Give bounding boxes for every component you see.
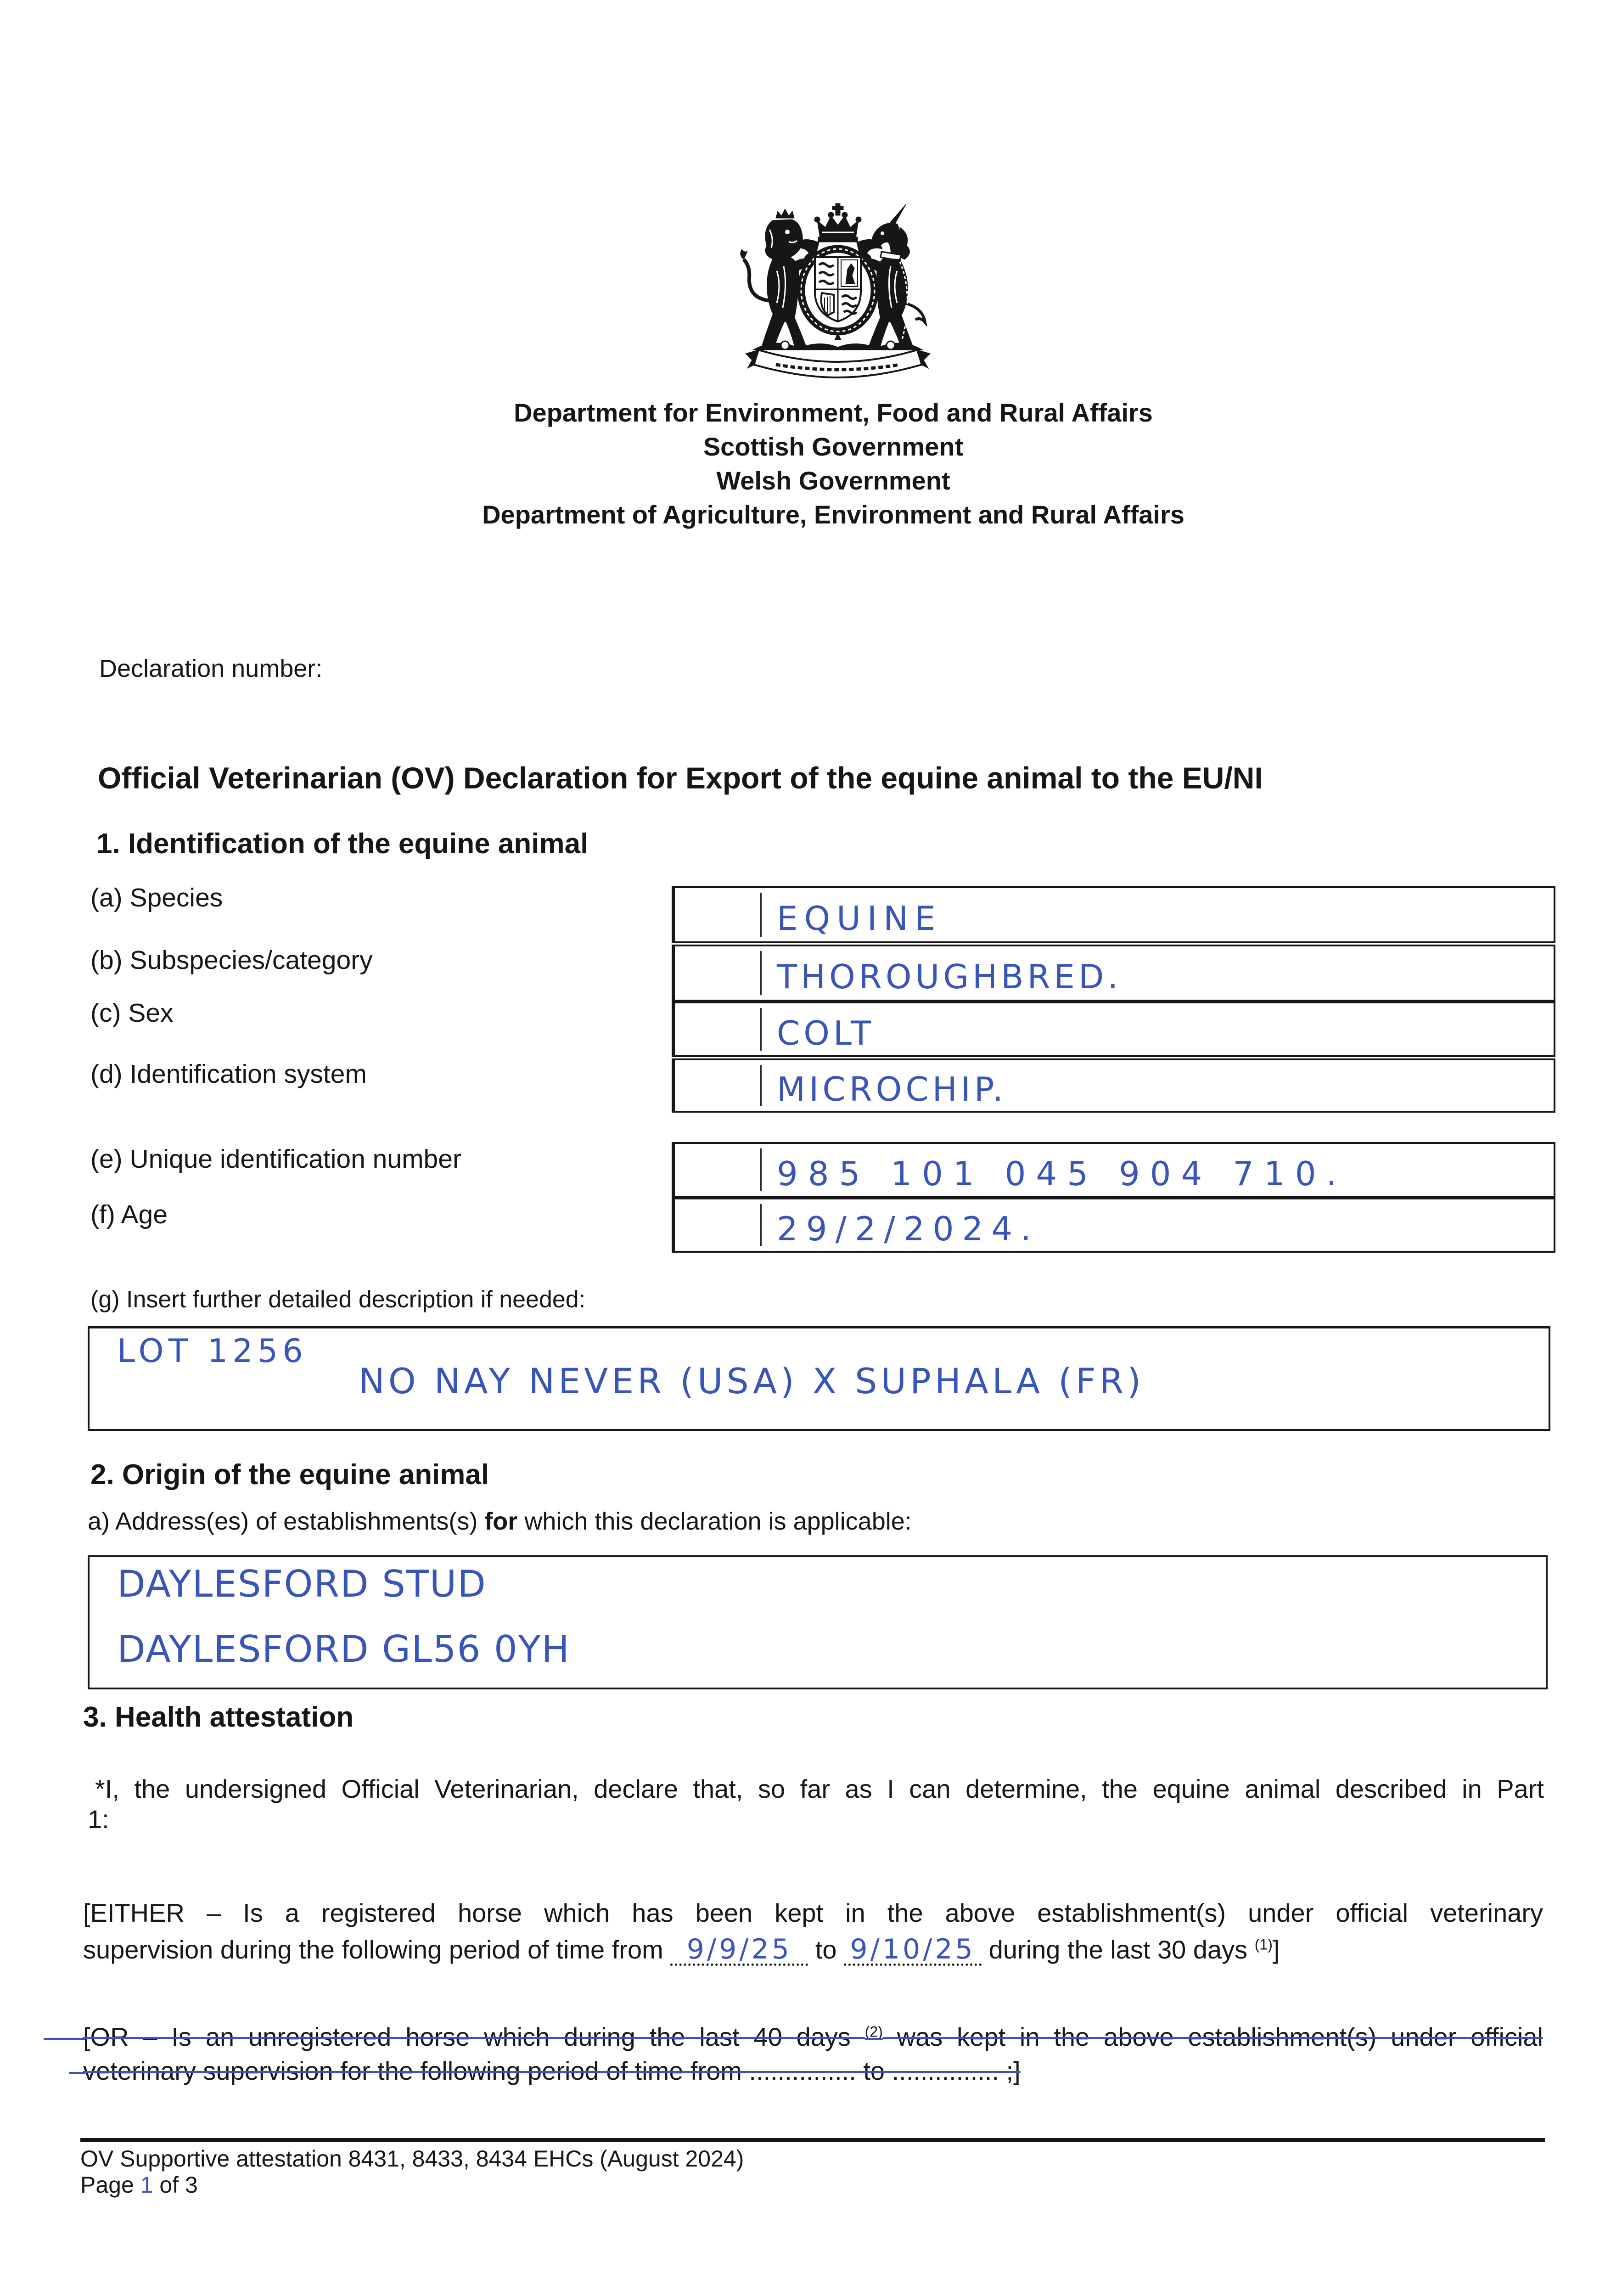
footnote-1: (1)	[1254, 1936, 1273, 1953]
species-label: (a) Species	[90, 883, 223, 912]
species-value: EQUINE	[777, 899, 942, 938]
field-divider	[760, 1008, 762, 1051]
crest-crown	[814, 203, 861, 242]
subspecies-label: (b) Subspecies/category	[90, 945, 373, 975]
declaration-intro	[88, 1774, 1544, 1835]
either-close: ]	[1272, 1935, 1280, 1964]
declaration-intro-line-1: *I, the undersigned Official Veterinarian, declare that, so far as I can determine, the equine animal described in Part	[95, 1774, 1544, 1803]
either-text-end: during the last 30 days	[982, 1935, 1255, 1964]
page-number	[80, 2172, 198, 2198]
strikethrough-stroke	[44, 2038, 86, 2040]
address-label-bold: for	[484, 1508, 518, 1535]
department-name-scottish-government: Scottish Government	[703, 432, 964, 461]
address-line-1: DAYLESFORD STUD	[117, 1563, 487, 1605]
department-name-defra: Department for Environment, Food and Rural Affairs	[514, 398, 1153, 427]
field-divider	[760, 1065, 762, 1106]
age-label: (f) Age	[90, 1200, 168, 1229]
section-2-heading: 2. Origin of the equine animal	[90, 1459, 489, 1491]
species-field	[672, 886, 1555, 943]
description-line-1: LOT 1256	[117, 1332, 308, 1370]
footer-attestation: OV Supportive attestation 8431, 8433, 8434 EHCs (August 2024)	[80, 2146, 744, 2172]
field-divider	[760, 1148, 762, 1191]
age-value: 29/2/2024.	[777, 1210, 1040, 1248]
either-clause-line-2	[83, 1931, 1543, 1968]
department-name-welsh-government: Welsh Government	[716, 466, 950, 495]
from-date-field	[670, 1933, 808, 1966]
page-label: Page	[80, 2172, 140, 2198]
to-date-field	[844, 1933, 982, 1966]
or-clause-line-1	[83, 2020, 1543, 2054]
or-clause	[83, 2020, 1543, 2088]
subspecies-field	[672, 945, 1555, 1002]
address-label-text: a) Address(es) of establishments(s)	[88, 1508, 485, 1535]
to-date-value: 9/10/25	[850, 1933, 976, 1965]
or-text-end: was kept in the above establishment(s) under official	[882, 2022, 1543, 2051]
department-header	[321, 396, 1345, 532]
or-clause-line-2: veterinary supervision for the following period of time from ............... to ............... ;]	[83, 2056, 1021, 2085]
either-clause	[83, 1895, 1543, 1968]
either-clause-line-1: [EITHER – Is a registered horse which has been kept in the above establishment(s) under official veterinary	[83, 1898, 1543, 1927]
royal-coat-of-arms	[730, 202, 946, 382]
subspecies-value: THOROUGHBRED.	[777, 957, 1122, 996]
page-total: 3	[185, 2172, 198, 2198]
address-line-2: DAYLESFORD GL56 0YH	[117, 1628, 570, 1671]
either-text: supervision during the following period of time from	[83, 1935, 671, 1964]
field-divider	[760, 1204, 762, 1246]
page-of: of	[153, 2172, 185, 2198]
or-text: [OR – Is an unregistered horse which during the last 40 days	[83, 2022, 865, 2051]
field-divider	[760, 893, 762, 937]
footnote-2: (2)	[864, 2023, 883, 2040]
sex-field	[672, 1002, 1555, 1057]
address-field	[88, 1555, 1548, 1689]
identification-system-field	[672, 1058, 1555, 1113]
crest-motto-scroll	[746, 350, 930, 377]
identification-system-value: MICROCHIP.	[777, 1070, 1007, 1109]
unique-id-label: (e) Unique identification number	[90, 1144, 461, 1174]
identification-system-label: (d) Identification system	[90, 1059, 367, 1089]
footer-rule	[80, 2138, 1545, 2142]
to-label: to	[808, 1935, 844, 1964]
unique-id-value: 985 101 045 904 710.	[777, 1154, 1347, 1193]
description-line-2: NO NAY NEVER (USA) X SUPHALA (FR)	[359, 1361, 1145, 1401]
section-3-heading: 3. Health attestation	[83, 1701, 354, 1733]
age-field	[672, 1198, 1555, 1253]
description-label: (g) Insert further detailed description if needed:	[90, 1286, 586, 1313]
address-label-text-end: which this declaration is applicable:	[517, 1508, 912, 1535]
from-date-value: 9/9/25	[686, 1933, 792, 1965]
page-title: Official Veterinarian (OV) Declaration for Export of the equine animal to the EU/NI	[98, 761, 1263, 795]
department-name-daera: Department of Agriculture, Environment and Rural Affairs	[482, 500, 1184, 529]
unique-id-field	[672, 1142, 1555, 1198]
sex-value: COLT	[777, 1013, 875, 1052]
section-1-heading: 1. Identification of the equine animal	[96, 828, 589, 860]
address-label	[88, 1507, 912, 1536]
description-field	[88, 1326, 1550, 1431]
page-current: 1	[140, 2172, 153, 2198]
crest-shield	[815, 257, 861, 321]
declaration-intro-line-2: 1:	[88, 1805, 109, 1834]
declaration-number-label: Declaration number:	[99, 655, 323, 682]
field-divider	[760, 951, 762, 995]
sex-label: (c) Sex	[90, 998, 174, 1028]
